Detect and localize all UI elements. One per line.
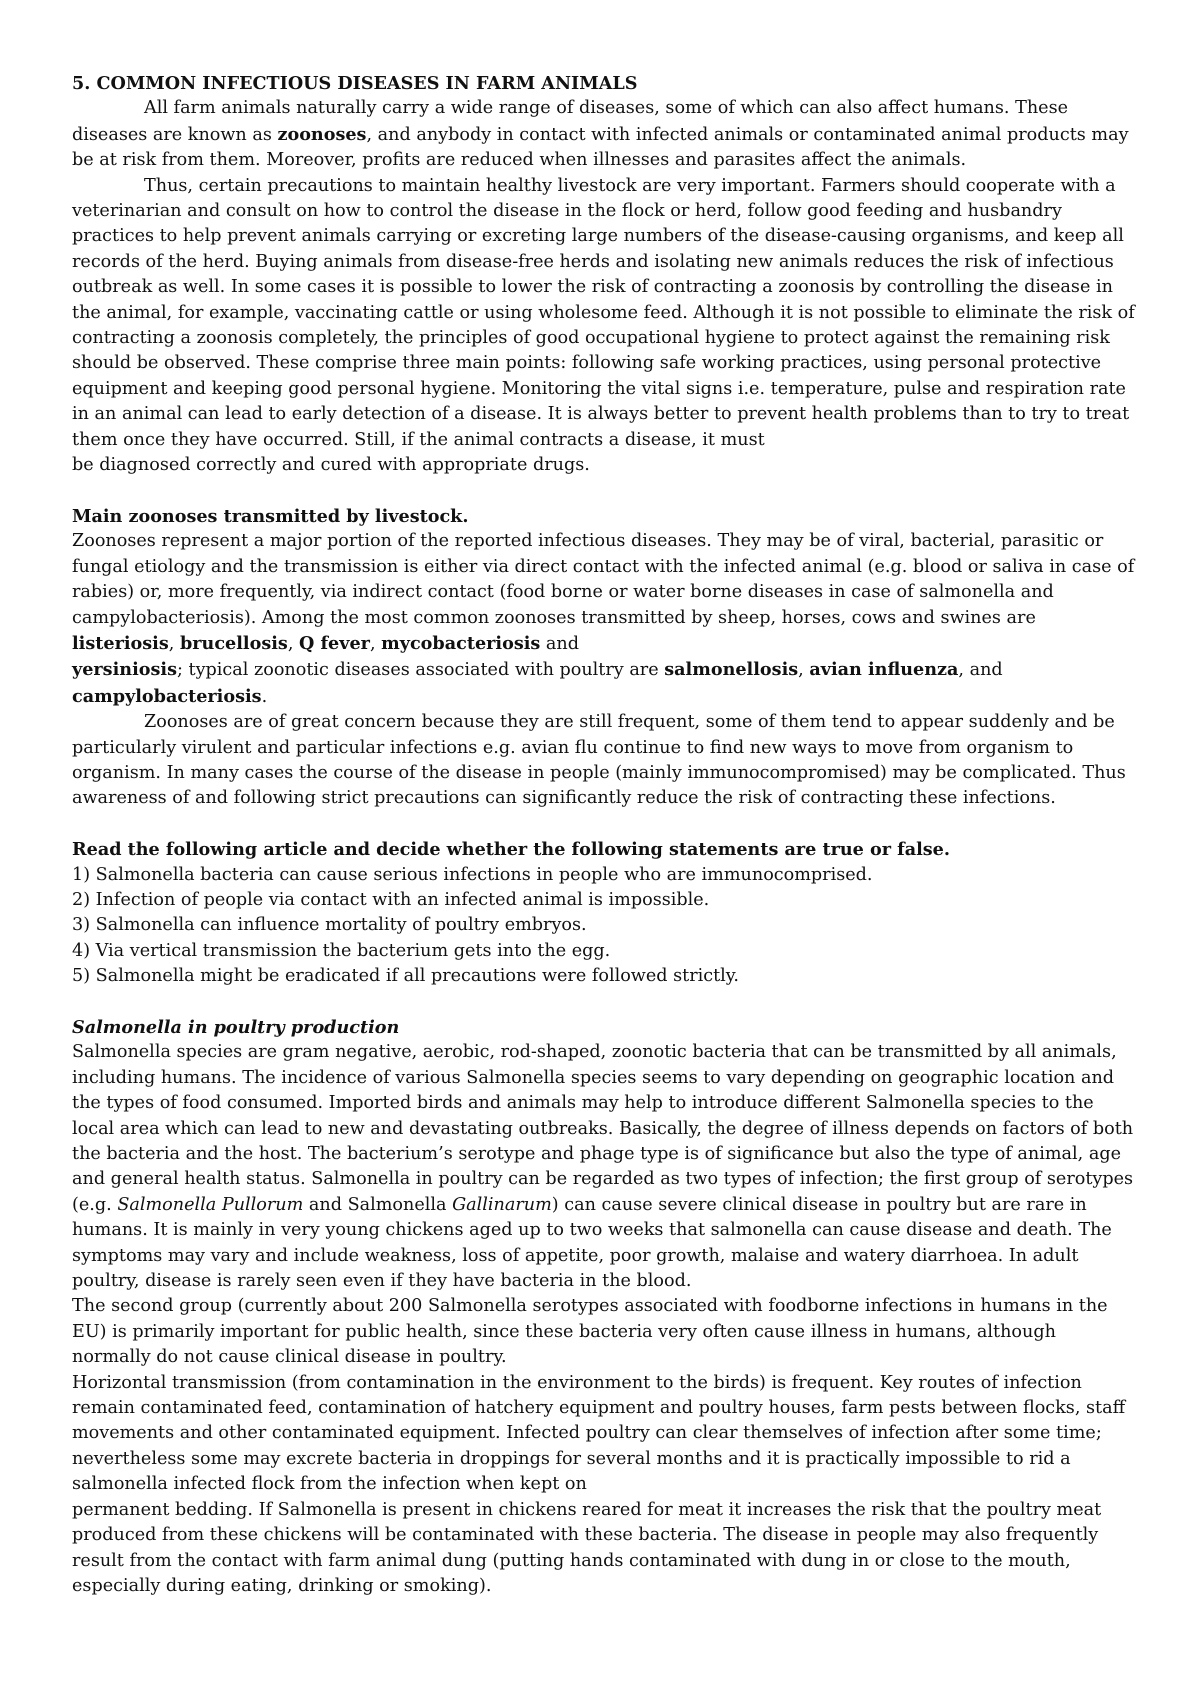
article-text: Salmonella species are gram negative, aerobic, rod-shaped, zoonotic bacteria that can be transmitted by all animals, including humans. The incidence of various Salmonella species seems to vary depending on geographic location and the types of food consumed. Imported birds and animals may help to introduce different Salmonella species to the local area which can lead to new and devastating outbreaks. Basically, the degree of illness depends on factors of both the bacteria and the host. The bacterium’s serotype and phage type is of significance but also the type of animal, age and general health status. Salmonella in poultry can be regarded as two types of infection; the first group of serotypes (e.g. [72, 1042, 1134, 1215]
disease-brucellosis: brucellosis [179, 632, 288, 654]
term-zoonoses: zoonoses [277, 123, 367, 145]
intro-text-2: , and anybody in contact with infected animals or contaminated animal products may be at risk from them. Moreover, profits are reduced when illnesses and parasites affect the animals. [72, 124, 1129, 171]
article-text: ) can cause severe clinical disease in poultry but are rare in humans. It is mainly in very young chickens aged up to two weeks that salmonella can cause disease and death. The symptoms may vary and include weakness, loss of appetite, poor growth, malaise and watery diarrhoea. In adult poultry, disease is rarely seen even if they have bacteria in the blood. [72, 1194, 1112, 1292]
separator: , [168, 633, 180, 654]
period: . [261, 686, 268, 707]
section-title: 5. COMMON INFECTIOUS DISEASES IN FARM ANIMALS [72, 73, 638, 94]
article-paragraph-1 [72, 1040, 1140, 1294]
disease-mycobacteriosis: mycobacteriosis [381, 632, 541, 654]
statement-1: 1) Salmonella bacteria can cause serious infections in people who are immunocomprised. [72, 864, 873, 885]
statement-2: 2) Infection of people via contact with an infected animal is impossible. [72, 889, 710, 910]
disease-salmonellosis: salmonellosis [664, 659, 799, 681]
species-gallinarum: Gallinarum [452, 1194, 552, 1215]
article-paragraph-3: Horizontal transmission (from contamination in the environment to the birds) is frequent. Key routes of infection remain contaminated feed, contamination of hatchery equipment and poultry houses, farm pests between flocks, staff movements and other contaminated equipment. Infected poultry can clear themselves of infection after some time; nevertheless some may excrete bacteria in droppings for several months and it is practically impossible to rid a salmonella infected flock from the infection when kept on [72, 1372, 1126, 1495]
zoonoses-paragraph-2: Zoonoses are of great concern because they are still frequent, some of them tend to appear suddenly and be particularly virulent and particular infections e.g. avian flu continue to find new ways to move from organism to organism. In many cases the course of the disease in people (mainly immunocompromised) may be complicated. Thus awareness of and following strict precautions can significantly reduce the risk of contracting these infections. [72, 712, 1126, 809]
separator: , [798, 660, 810, 681]
spacer [72, 479, 1140, 504]
separator: , [369, 633, 382, 654]
intro-paragraph [72, 96, 1140, 173]
spacer [72, 990, 1140, 1015]
conjunction: and [540, 633, 580, 654]
disease-listeriosis: listeriosis [72, 632, 169, 654]
disease-avian-influenza: avian influenza [809, 659, 959, 681]
zoonoses-paragraph-1 [72, 529, 1140, 710]
separator: , [287, 633, 300, 654]
poultry-intro: ; typical zoonotic diseases associated with poultry are [176, 660, 665, 681]
zoonoses-heading: Main zoonoses transmitted by livestock. [72, 505, 469, 527]
precautions-paragraph: Thus, certain precautions to maintain healthy livestock are very important. Farmers should cooperate with a veterinarian and consult on how to control the disease in the flock or herd, follow good feeding and husbandry practices to help prevent animals carrying or excreting large numbers of the disease-causing organisms, and keep all records of the herd. Buying animals from disease-free herds and isolating new animals reduces the risk of infectious outbreak as well. In some cases it is possible to lower the risk of contracting a zoonosis by controlling the disease in the animal, for example, vaccinating cattle or using wholesome feed. Although it is not possible to eliminate the risk of contracting a zoonosis completely, the principles of good occupational hygiene to protect against the remaining risk should be observed. These comprise three main points: following safe working practices, using personal protective equipment and keeping good personal hygiene. Monitoring the vital signs i.e. temperature, pulse and respiration rate in an animal can lead to early detection of a disease. It is always better to prevent health problems than to try to treat them once they have occurred. Still, if the animal contracts a disease, it must [72, 175, 1135, 450]
statement-3: 3) Salmonella can influence mortality of poultry embryos. [72, 915, 587, 936]
article-paragraph-2: The second group (currently about 200 Salmonella serotypes associated with foodborne infections in humans in the EU) is primarily important for public health, since these bacteria very often cause illness in humans, although normally do not cause clinical disease in poultry. [72, 1296, 1108, 1368]
spacer [72, 812, 1140, 837]
article-paragraph-3-end: permanent bedding. If Salmonella is present in chickens reared for meat it increases the risk that the poultry meat produced from these chickens will be contaminated with these bacteria. The disease in people may also frequently result from the contact with farm animal dung (putting hands contaminated with dung in or close to the mouth, especially during eating, drinking or smoking). [72, 1499, 1102, 1596]
statement-4: 4) Via vertical transmission the bacterium gets into the egg. [72, 940, 611, 961]
zoonoses-text: Zoonoses represent a major portion of the reported infectious diseases. They may be of viral, bacterial, parasitic or fungal etiology and the transmission is either via direct contact with the infected animal (e.g. blood or saliva in case of rabies) or, more frequently, via indirect contact (food borne or water borne diseases in case of salmonella and campylobacteriosis). Among the most common zoonoses transmitted by sheep, horses, cows and swines are [72, 531, 1135, 628]
disease-yersiniosis: yersiniosis [72, 659, 177, 681]
disease-q-fever: Q fever [299, 632, 370, 654]
precautions-paragraph-end: be diagnosed correctly and cured with appropriate drugs. [72, 455, 590, 476]
statement-5: 5) Salmonella might be eradicated if all precautions were followed strictly. [72, 966, 739, 987]
article-heading: Salmonella in poultry production [72, 1016, 400, 1038]
species-pullorum: Salmonella Pullorum [117, 1194, 304, 1215]
disease-campylobacteriosis: campylobacteriosis [72, 685, 262, 707]
article-text: and Salmonella [303, 1194, 453, 1215]
conjunction: , and [958, 660, 1003, 681]
intro-text-1: All farm animals naturally carry a wide range of diseases, some of which can also affect humans. These diseases are known as [72, 98, 1069, 145]
exercise-heading: Read the following article and decide whether the following statements are true or false. [72, 839, 950, 861]
